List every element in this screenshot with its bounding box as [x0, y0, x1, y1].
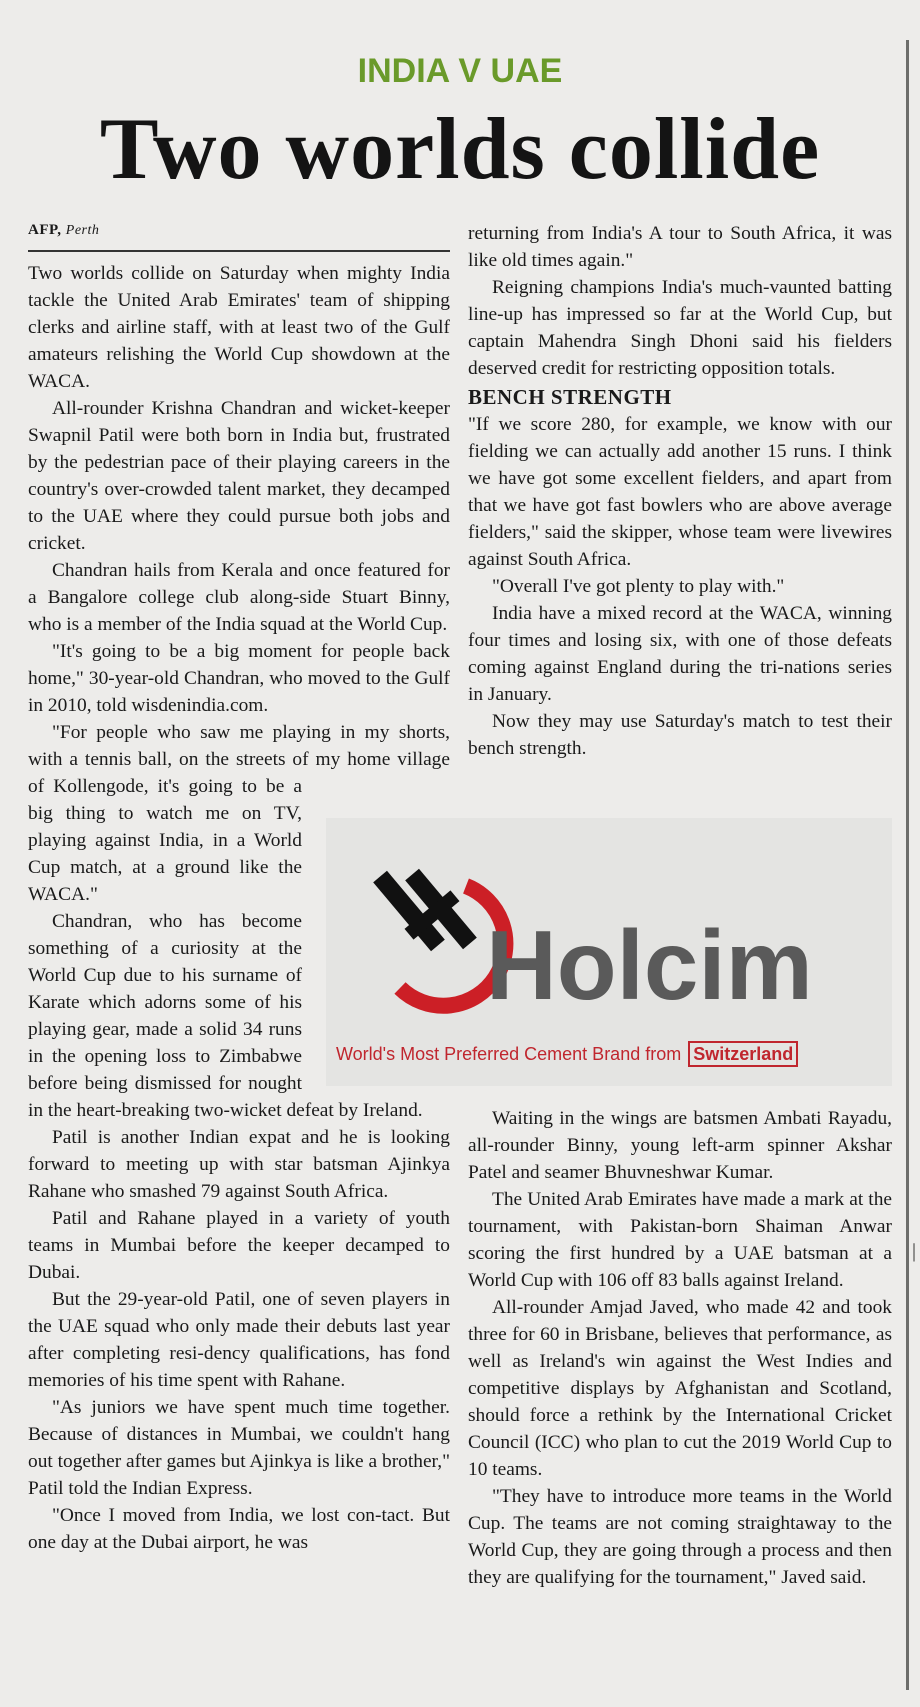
ad-tagline-text: World's Most Preferred Cement Brand from [336, 1044, 682, 1064]
subhead-bench-strength: BENCH STRENGTH [468, 385, 672, 409]
paragraph: Chandran, who has become something of a curiosity at the World Cup due to his surname of Karate which adorns some of his playing gear, made a solid 34 runs in the opening loss to Zimbabwe before being dismissed for nought in the heart-breaking two-wicket defeat by Ireland. [28, 911, 423, 1121]
byline-rule [28, 250, 450, 252]
paragraph: The United Arab Emirates have made a mark at the tournament, with Pakistan-born Shaiman Anwar scoring the first hundred by a UAE batsman at a World Cup with 106 off 83 balls against Ireland. [468, 1189, 892, 1291]
paragraph: All-rounder Krishna Chandran and wicket-keeper Swapnil Patil were both born in India but, frustrated by the pedestrian pace of their playing careers in the country's over-crowded talent market, they decamped to the UAE where they could pursue both jobs and cricket. [28, 398, 450, 554]
paragraph: "For people who saw me playing in my shorts, with a tennis ball, on the streets of my home village of Kollengode, it's going to be a big thing to watch me on TV, playing against India, in a World Cup match, at a ground like the WACA." [28, 722, 450, 905]
paragraph: All-rounder Amjad Javed, who made 42 and took three for 60 in Brisbane, believes that performance, as well as Ireland's win against the West Indies and competitive displays by Afghanistan and Scotland, should force a rethink by the International Cricket Council (ICC) who plan to cut the 2019 World Cup to 10 teams. [468, 1297, 892, 1480]
paragraph: Patil is another Indian expat and he is looking forward to meeting up with star batsman Ajinkya Rahane who smashed 79 against South Africa. [28, 1127, 450, 1202]
section-kicker: INDIA V UAE [357, 52, 563, 90]
byline-agency: AFP, [28, 222, 62, 238]
paragraph: Reigning champions India's much-vaunted batting line-up has impressed so far at the World Cup, but captain Mahendra Singh Dhoni said his fielders deserved credit for restricting opposition totals. [468, 277, 892, 379]
column-right-bottom [468, 1105, 892, 1591]
byline [28, 222, 99, 239]
paragraph: But the 29-year-old Patil, one of seven players in the UAE squad who only made their debuts last year after completing resi-dency qualifications, has fond memories of his time spent with Rahane. [28, 1289, 450, 1391]
paragraph: Now they may use Saturday's match to test their bench strength. [468, 711, 892, 759]
ad-tagline [336, 1044, 884, 1065]
paragraph: Patil and Rahane played in a variety of youth teams in Mumbai before the keeper decamped to Dubai. [28, 1208, 450, 1283]
edge-mark: | [912, 1240, 917, 1262]
paragraph: "If we score 280, for example, we know with our fielding we can actually add another 15 runs. I think we have got some excellent fielders, and apart from that we have got fast bowlers who are above average fielders," said the skipper, whose team were livewires against South Africa. [468, 414, 892, 570]
page-fold-edge [906, 40, 909, 1690]
paragraph: Two worlds collide on Saturday when mighty India tackle the United Arab Emirates' team of shipping clerks and airline staff, with at least two of the Gulf amateurs relishing the World Cup showdown at the WACA. [28, 263, 450, 392]
paragraph: "They have to introduce more teams in the World Cup. The teams are not coming straightaway to the World Cup, they are going through a process and then they are qualifying for the tournament," Javed said. [468, 1486, 892, 1588]
byline-place: Perth [65, 223, 100, 238]
paragraph: "Once I moved from India, we lost con-tact. But one day at the Dubai airport, he was [28, 1505, 450, 1553]
paragraph: Chandran hails from Kerala and once featured for a Bangalore college club along-side Stuart Binny, who is a member of the India squad at the World Cup. [28, 560, 450, 635]
ad-brand-name: Holcim [486, 910, 813, 1020]
paragraph: "Overall I've got plenty to play with." [492, 576, 785, 597]
ad-country-badge: Switzerland [688, 1041, 798, 1067]
paragraph: India have a mixed record at the WACA, winning four times and losing six, with one of those defeats coming against England during the tri-nations series in January. [468, 603, 892, 705]
paragraph: Waiting in the wings are batsmen Ambati Rayadu, all-rounder Binny, young left-arm spinner Akshar Patel and seamer Bhuvneshwar Kumar. [468, 1108, 892, 1183]
headline: Two worlds collide [99, 101, 821, 198]
holcim-advertisement[interactable] [326, 818, 892, 1086]
paragraph: "As juniors we have spent much time together. Because of distances in Mumbai, we couldn't hang out together after games but Ajinkya is like a brother," Patil told the Indian Express. [28, 1397, 450, 1499]
column-right-top [468, 220, 892, 762]
paragraph: "It's going to be a big moment for people back home," 30-year-old Chandran, who moved to the Gulf in 2010, told wisdenindia.com. [28, 641, 450, 716]
paragraph: returning from India's A tour to South Africa, it was like old times again." [468, 223, 892, 271]
